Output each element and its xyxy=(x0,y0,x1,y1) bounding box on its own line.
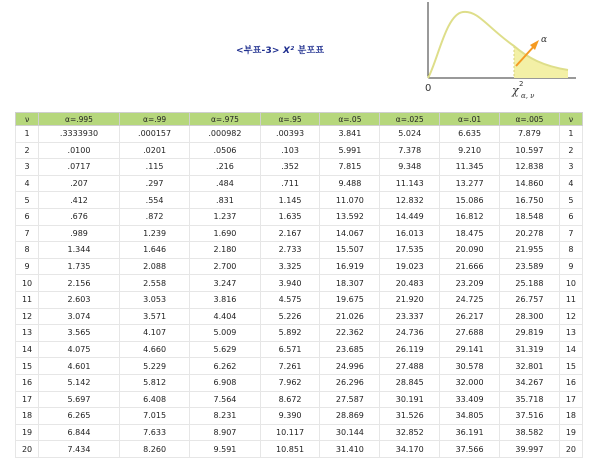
table-cell: 2.603 xyxy=(39,291,120,308)
table-row xyxy=(16,192,583,209)
table-cell: 26.296 xyxy=(320,374,380,391)
table-cell: .0506 xyxy=(190,142,260,159)
table-cell: 9.210 xyxy=(440,142,500,159)
table-row xyxy=(16,126,583,143)
dof-cell: 20 xyxy=(16,441,39,458)
table-cell: 7.015 xyxy=(119,408,189,425)
table-cell: 4.107 xyxy=(119,325,189,342)
table-cell: .484 xyxy=(190,175,260,192)
dof-cell: 15 xyxy=(16,358,39,375)
table-cell: 31.410 xyxy=(320,441,380,458)
table-cell: 14.067 xyxy=(320,225,380,242)
table-cell: 3.816 xyxy=(190,291,260,308)
dof-cell: 3 xyxy=(559,159,582,176)
table-cell: 3.053 xyxy=(119,291,189,308)
table-cell: 32.852 xyxy=(380,424,440,441)
dof-cell: 2 xyxy=(16,142,39,159)
table-cell: 20.483 xyxy=(380,275,440,292)
table-body xyxy=(16,126,583,458)
table-cell: 5.142 xyxy=(39,374,120,391)
chi-square-curve-diagram xyxy=(418,0,588,105)
table-cell: 2.180 xyxy=(190,242,260,259)
table-cell: 12.838 xyxy=(500,159,560,176)
dof-cell: 13 xyxy=(16,325,39,342)
table-row xyxy=(16,175,583,192)
table-cell: 26.119 xyxy=(380,341,440,358)
dof-cell: 18 xyxy=(559,408,582,425)
table-row xyxy=(16,291,583,308)
chi-sub: α, ν xyxy=(521,92,535,100)
table-cell: 5.629 xyxy=(190,341,260,358)
table-cell: .676 xyxy=(39,208,120,225)
table-cell: 6.571 xyxy=(260,341,320,358)
table-row xyxy=(16,308,583,325)
table-cell: 16.750 xyxy=(500,192,560,209)
table-cell: .297 xyxy=(119,175,189,192)
table-cell: .872 xyxy=(119,208,189,225)
table-cell: 28.300 xyxy=(500,308,560,325)
table-cell: 37.566 xyxy=(440,441,500,458)
dof-cell: 18 xyxy=(16,408,39,425)
table-row xyxy=(16,408,583,425)
table-cell: 7.261 xyxy=(260,358,320,375)
table-cell: 11.143 xyxy=(380,175,440,192)
dof-cell: 1 xyxy=(559,126,582,143)
table-cell: 6.408 xyxy=(119,391,189,408)
table-cell: 30.578 xyxy=(440,358,500,375)
table-cell: 3.247 xyxy=(190,275,260,292)
dof-cell: 7 xyxy=(16,225,39,242)
dof-cell: 15 xyxy=(559,358,582,375)
table-cell: 7.879 xyxy=(500,126,560,143)
origin-label: 0 xyxy=(425,83,432,94)
table-cell: 7.962 xyxy=(260,374,320,391)
table-cell: 27.488 xyxy=(380,358,440,375)
table-cell: 33.409 xyxy=(440,391,500,408)
table-cell: 1.145 xyxy=(260,192,320,209)
table-cell: 31.526 xyxy=(380,408,440,425)
table-cell: .00393 xyxy=(260,126,320,143)
table-cell: 29.141 xyxy=(440,341,500,358)
column-header: α=.995 xyxy=(39,113,120,126)
table-row xyxy=(16,441,583,458)
dof-cell: 1 xyxy=(16,126,39,143)
column-header: α=.05 xyxy=(320,113,380,126)
dof-cell: 11 xyxy=(16,291,39,308)
table-cell: 21.666 xyxy=(440,258,500,275)
table-cell: .831 xyxy=(190,192,260,209)
dof-cell: 17 xyxy=(559,391,582,408)
table-cell: 8.672 xyxy=(260,391,320,408)
table-cell: .207 xyxy=(39,175,120,192)
table-cell: 1.344 xyxy=(39,242,120,259)
dof-cell: 11 xyxy=(559,291,582,308)
table-row xyxy=(16,391,583,408)
table-cell: 23.589 xyxy=(500,258,560,275)
table-cell: 4.075 xyxy=(39,341,120,358)
dof-cell: 9 xyxy=(16,258,39,275)
dof-cell: 5 xyxy=(16,192,39,209)
table-row xyxy=(16,208,583,225)
table-cell: 3.325 xyxy=(260,258,320,275)
table-cell: 5.229 xyxy=(119,358,189,375)
table-cell: 8.907 xyxy=(190,424,260,441)
dof-cell: 9 xyxy=(559,258,582,275)
table-cell: .000982 xyxy=(190,126,260,143)
table-cell: 5.892 xyxy=(260,325,320,342)
table-header-row xyxy=(16,113,583,126)
dof-cell: 2 xyxy=(559,142,582,159)
table-cell: 2.733 xyxy=(260,242,320,259)
column-header: α=.95 xyxy=(260,113,320,126)
table-cell: 27.688 xyxy=(440,325,500,342)
table-cell: 32.801 xyxy=(500,358,560,375)
table-cell: 5.991 xyxy=(320,142,380,159)
table-cell: 11.345 xyxy=(440,159,500,176)
table-cell: 9.488 xyxy=(320,175,380,192)
table-cell: 4.575 xyxy=(260,291,320,308)
table-cell: .115 xyxy=(119,159,189,176)
table-cell: 23.209 xyxy=(440,275,500,292)
table-cell: .0201 xyxy=(119,142,189,159)
table-row xyxy=(16,358,583,375)
chi-label: χ xyxy=(512,84,519,97)
page-title xyxy=(236,43,324,56)
table-cell: 4.404 xyxy=(190,308,260,325)
table-cell: 18.307 xyxy=(320,275,380,292)
table-row xyxy=(16,159,583,176)
table-cell: 1.690 xyxy=(190,225,260,242)
table-row xyxy=(16,325,583,342)
dof-cell: 19 xyxy=(16,424,39,441)
dof-cell: 5 xyxy=(559,192,582,209)
table-cell: 11.070 xyxy=(320,192,380,209)
table-cell: 5.226 xyxy=(260,308,320,325)
table-cell: 3.841 xyxy=(320,126,380,143)
table-cell: 21.920 xyxy=(380,291,440,308)
table-cell: 10.117 xyxy=(260,424,320,441)
dof-cell: 17 xyxy=(16,391,39,408)
table-cell: 4.660 xyxy=(119,341,189,358)
table-cell: 3.571 xyxy=(119,308,189,325)
dof-cell: 8 xyxy=(559,242,582,259)
table-cell: 34.267 xyxy=(500,374,560,391)
dof-cell: 14 xyxy=(16,341,39,358)
dof-cell: 10 xyxy=(559,275,582,292)
table-cell: 3.074 xyxy=(39,308,120,325)
title-sub: 분포표 xyxy=(297,46,325,56)
table-cell: .103 xyxy=(260,142,320,159)
table-cell: 18.548 xyxy=(500,208,560,225)
table-cell: 37.516 xyxy=(500,408,560,425)
table-cell: 8.260 xyxy=(119,441,189,458)
table-cell: 9.591 xyxy=(190,441,260,458)
dof-cell: 8 xyxy=(16,242,39,259)
dof-cell: 13 xyxy=(559,325,582,342)
table-cell: 5.009 xyxy=(190,325,260,342)
table-cell: .0100 xyxy=(39,142,120,159)
table-row xyxy=(16,142,583,159)
table-cell: 9.390 xyxy=(260,408,320,425)
table-cell: 10.851 xyxy=(260,441,320,458)
table-cell: 17.535 xyxy=(380,242,440,259)
table-cell: 1.635 xyxy=(260,208,320,225)
table-cell: 12.832 xyxy=(380,192,440,209)
column-header: ν xyxy=(559,113,582,126)
table-cell: 23.685 xyxy=(320,341,380,358)
table-cell: .711 xyxy=(260,175,320,192)
table-cell: 3.940 xyxy=(260,275,320,292)
table-cell: 2.167 xyxy=(260,225,320,242)
table-cell: 1.239 xyxy=(119,225,189,242)
table-cell: 27.587 xyxy=(320,391,380,408)
dof-cell: 14 xyxy=(559,341,582,358)
table-cell: 35.718 xyxy=(500,391,560,408)
table-cell: 9.348 xyxy=(380,159,440,176)
table-cell: 16.013 xyxy=(380,225,440,242)
table-cell: 20.278 xyxy=(500,225,560,242)
table-cell: .216 xyxy=(190,159,260,176)
table-cell: 20.090 xyxy=(440,242,500,259)
dof-cell: 12 xyxy=(16,308,39,325)
dof-cell: 20 xyxy=(559,441,582,458)
table-cell: 3.565 xyxy=(39,325,120,342)
table-cell: 36.191 xyxy=(440,424,500,441)
table-cell: .989 xyxy=(39,225,120,242)
table-row xyxy=(16,275,583,292)
dof-cell: 4 xyxy=(559,175,582,192)
dof-cell: 6 xyxy=(16,208,39,225)
table-cell: 16.812 xyxy=(440,208,500,225)
table-cell: 1.735 xyxy=(39,258,120,275)
column-header: α=.025 xyxy=(380,113,440,126)
table-cell: 14.860 xyxy=(500,175,560,192)
table-cell: 22.362 xyxy=(320,325,380,342)
table-cell: 8.231 xyxy=(190,408,260,425)
table-cell: 7.633 xyxy=(119,424,189,441)
table-cell: .554 xyxy=(119,192,189,209)
table-cell: 24.736 xyxy=(380,325,440,342)
table-cell: 5.697 xyxy=(39,391,120,408)
dof-cell: 19 xyxy=(559,424,582,441)
table-cell: 4.601 xyxy=(39,358,120,375)
chi-sup: 2 xyxy=(519,80,524,88)
table-row xyxy=(16,258,583,275)
table-cell: 2.088 xyxy=(119,258,189,275)
table-cell: 26.217 xyxy=(440,308,500,325)
table-cell: 7.434 xyxy=(39,441,120,458)
table-cell: 1.237 xyxy=(190,208,260,225)
table-cell: 1.646 xyxy=(119,242,189,259)
table-cell: 19.675 xyxy=(320,291,380,308)
dof-cell: 16 xyxy=(559,374,582,391)
table-cell: 5.812 xyxy=(119,374,189,391)
table-cell: 39.997 xyxy=(500,441,560,458)
dof-cell: 4 xyxy=(16,175,39,192)
table-cell: 34.170 xyxy=(380,441,440,458)
table-cell: 2.700 xyxy=(190,258,260,275)
dof-cell: 3 xyxy=(16,159,39,176)
table-cell: 28.869 xyxy=(320,408,380,425)
title-main: <부표-3> xyxy=(236,46,280,56)
table-row xyxy=(16,341,583,358)
column-header: α=.005 xyxy=(500,113,560,126)
table-cell: 13.277 xyxy=(440,175,500,192)
table-cell: 14.449 xyxy=(380,208,440,225)
table-cell: 32.000 xyxy=(440,374,500,391)
table-cell: 6.908 xyxy=(190,374,260,391)
table-cell: .3333930 xyxy=(39,126,120,143)
column-header: ν xyxy=(16,113,39,126)
table-cell: 29.819 xyxy=(500,325,560,342)
table-cell: .412 xyxy=(39,192,120,209)
table-row xyxy=(16,242,583,259)
dof-cell: 12 xyxy=(559,308,582,325)
table-cell: 25.188 xyxy=(500,275,560,292)
table-cell: .0717 xyxy=(39,159,120,176)
table-cell: 28.845 xyxy=(380,374,440,391)
table-cell: 7.378 xyxy=(380,142,440,159)
table-cell: 15.507 xyxy=(320,242,380,259)
table-cell: 10.597 xyxy=(500,142,560,159)
table-row xyxy=(16,374,583,391)
table-cell: 6.844 xyxy=(39,424,120,441)
alpha-label: α xyxy=(541,35,548,45)
table-row xyxy=(16,225,583,242)
table-cell: 21.955 xyxy=(500,242,560,259)
dof-cell: 6 xyxy=(559,208,582,225)
table-cell: 31.319 xyxy=(500,341,560,358)
table-cell: 34.805 xyxy=(440,408,500,425)
chi-square-table xyxy=(15,112,583,458)
table-cell: 6.635 xyxy=(440,126,500,143)
table-cell: 38.582 xyxy=(500,424,560,441)
table-row xyxy=(16,424,583,441)
table-cell: 21.026 xyxy=(320,308,380,325)
table-cell: 13.592 xyxy=(320,208,380,225)
table-cell: 5.024 xyxy=(380,126,440,143)
table-cell: 18.475 xyxy=(440,225,500,242)
table-cell: 24.996 xyxy=(320,358,380,375)
table-cell: 24.725 xyxy=(440,291,500,308)
title-symbol: X² xyxy=(283,46,295,56)
table-cell: 2.156 xyxy=(39,275,120,292)
column-header: α=.975 xyxy=(190,113,260,126)
table-cell: 30.144 xyxy=(320,424,380,441)
table-cell: .000157 xyxy=(119,126,189,143)
table-cell: 7.564 xyxy=(190,391,260,408)
table-cell: 30.191 xyxy=(380,391,440,408)
table-cell: 19.023 xyxy=(380,258,440,275)
table-cell: 7.815 xyxy=(320,159,380,176)
table-cell: 2.558 xyxy=(119,275,189,292)
dof-cell: 16 xyxy=(16,374,39,391)
table-cell: 6.265 xyxy=(39,408,120,425)
table-cell: .352 xyxy=(260,159,320,176)
table-cell: 23.337 xyxy=(380,308,440,325)
table-cell: 26.757 xyxy=(500,291,560,308)
column-header: α=.99 xyxy=(119,113,189,126)
table-cell: 15.086 xyxy=(440,192,500,209)
dof-cell: 7 xyxy=(559,225,582,242)
column-header: α=.01 xyxy=(440,113,500,126)
table-cell: 6.262 xyxy=(190,358,260,375)
dof-cell: 10 xyxy=(16,275,39,292)
table-cell: 16.919 xyxy=(320,258,380,275)
